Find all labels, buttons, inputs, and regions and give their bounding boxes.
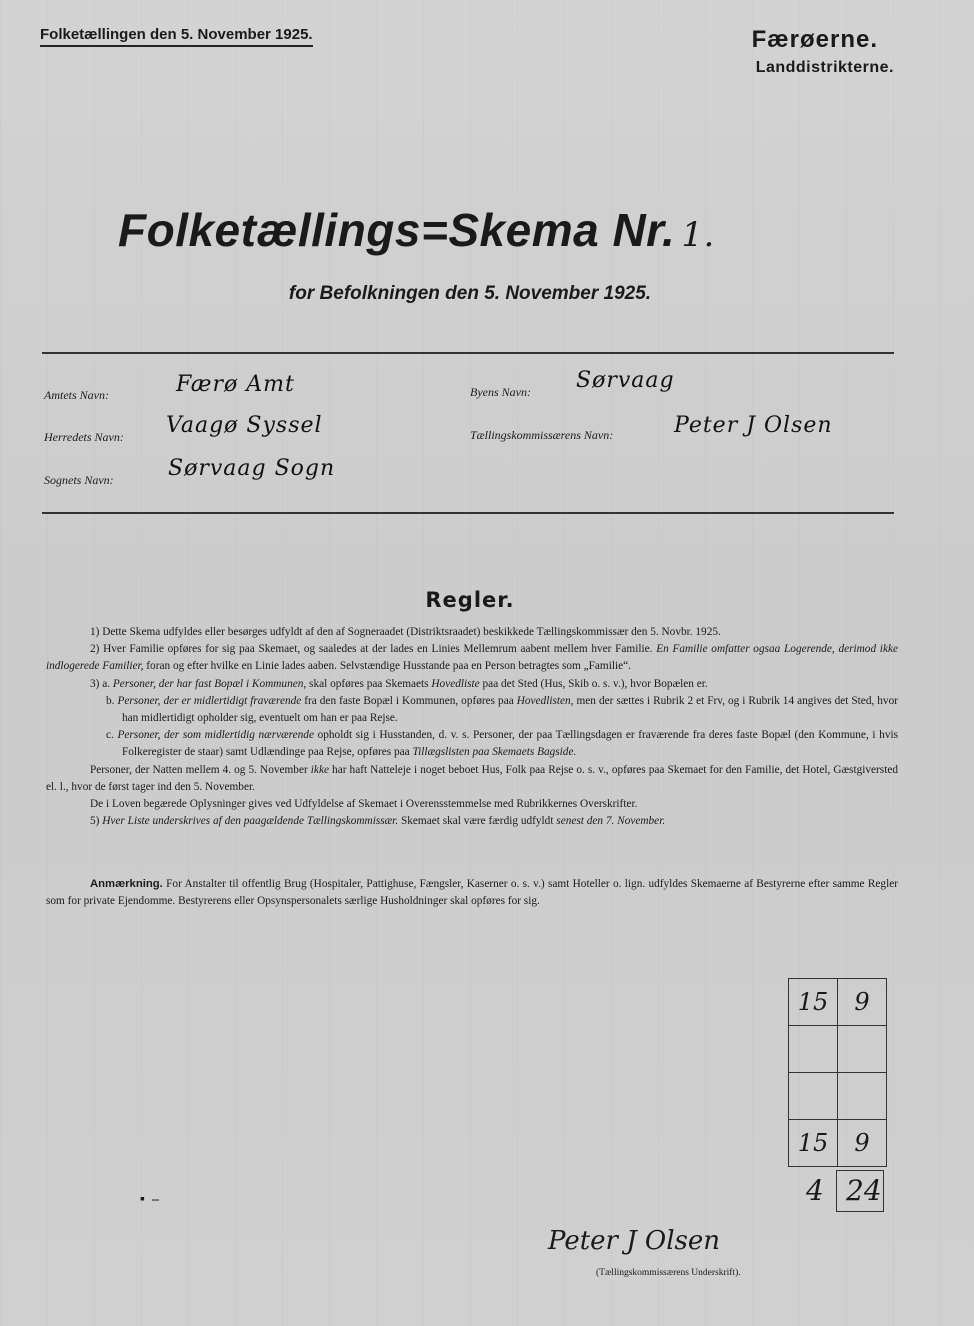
amt-value-handwritten: Færø Amt xyxy=(176,372,295,397)
tally-cell xyxy=(838,1073,887,1120)
total-persons: 4 xyxy=(806,1174,824,1207)
note-text: For Anstalter til offentlig Brug (Hospitaler, Pattighuse, Fængsler, Kaserner o. s. v.) samt Hoteller o. lign. udfyldes Skemaerne af Bestyrerne efter samme Regler som for private Ejendomme. Bestyrerens eller Opsynspersonalets særlige Husholdninger skal opføres for sig. xyxy=(46,878,898,908)
form-title-text: Folketællings=Skema Nr. xyxy=(118,204,676,256)
region-title: Færøerne. xyxy=(751,26,878,53)
rules-heading: Regler. xyxy=(425,588,515,612)
herred-label: Herredets Navn: xyxy=(44,430,124,444)
by-label: Byens Navn: xyxy=(470,385,531,399)
tally-row xyxy=(789,1073,887,1120)
rule-5: 5) Hver Liste underskrives af den paagældende Tællingskommissær. Skemaet skal være færdig udfyldt senest den 7. November. xyxy=(90,815,666,828)
census-date-header: Folketællingen den 5. November 1925. xyxy=(40,26,313,47)
tally-row xyxy=(789,1026,887,1073)
rule-3c: c. Personer, der som midlertidig nærværende opholdt sig i Husstanden, d. v. s. Personer, der paa Tællingsdagen er fraværende fra deres faste Bopæl (den Kommune, i hvis Folkeregister de staar) samt Udlændinge paa Rejse, opføres paa Tillægslisten paa Skemaets Bagside. xyxy=(106,729,899,759)
kommissaer-label: Tællingskommissærens Navn: xyxy=(470,428,614,442)
rule-3d: Personer, der Natten mellem 4. og 5. November ikke har haft Natteleje i noget beboet Hus, Folk paa Rejse o. s. v., opføres paa Skemaet for den Familie, det Hotel, Gæstgiversted el. l., hvor de først tager ind den 5. November. xyxy=(46,763,898,793)
rule-2: 2) Hver Familie opføres for sig paa Skemaet, og saaledes at der lades en Linies Mellemrum aabent mellem hver Familie. En Familie omfatter ogsaa Logerende, derimod ikke indlogerede Familier, foran og efter hvilke en Linie lades aaben. Selvstændige Husstande paa en Person betragtes som „Familie“. xyxy=(46,643,898,673)
tally-cell: 9 xyxy=(838,1120,887,1167)
kommissaer-value-handwritten: Peter J Olsen xyxy=(674,413,833,438)
tally-cell xyxy=(789,1026,838,1073)
divider-bottom xyxy=(42,512,894,514)
signature-caption: (Tællingskommissærens Underskrift). xyxy=(596,1268,741,1278)
total-count: 24 xyxy=(846,1174,882,1207)
form-number-handwritten: 1. xyxy=(681,215,715,255)
tally-row xyxy=(789,979,887,1026)
herred-value-handwritten: Vaagø Syssel xyxy=(166,413,323,438)
rule-1: 1) Dette Skema udfyldes eller besørges udfyldt af den af Sogneraadet (Distriktsraadet) beskikkede Tællingskommissær den 5. Novbr. 1925. xyxy=(90,626,721,638)
stray-marks: ▪ – xyxy=(140,1192,159,1207)
form-title xyxy=(118,203,715,257)
note-label: Anmærkning. xyxy=(90,878,163,890)
tally-cell xyxy=(789,1073,838,1120)
tally-cell: 15 xyxy=(789,1120,838,1167)
tally-cell: 15 xyxy=(789,979,838,1026)
rule-3b: b. Personer, der er midlertidigt fraværende fra den faste Bopæl i Kommunen, opføres paa Hovedlisten, men der sættes i Rubrik 2 et Frv, og i Rubrik 14 angives det Sted, hvor han midlertidigt opholder sig, eventuelt om han er paa Rejse. xyxy=(106,694,898,725)
tally-cell: 9 xyxy=(838,979,887,1026)
note-paragraph xyxy=(46,876,898,910)
district-subtitle: Landdistrikterne. xyxy=(755,59,894,76)
signature-handwritten: Peter J Olsen xyxy=(548,1226,721,1256)
amt-label: Amtets Navn: xyxy=(44,388,109,402)
rules-list xyxy=(46,624,898,830)
sogn-value-handwritten: Sørvaag Sogn xyxy=(168,456,336,481)
tally-cell xyxy=(838,1026,887,1073)
by-value-handwritten: Sørvaag xyxy=(576,368,675,393)
rule-4: De i Loven begærede Oplysninger gives ved Udfyldelse af Skemaet i Overensstemmelse med Rubrikkernes Overskrifter. xyxy=(90,798,638,811)
rule-3a: 3) a. Personer, der har fast Bopæl i Kommunen, skal opføres paa Skemaets Hovedliste paa det Sted (Hus, Skib o. s. v.), hvor Bopælen er. xyxy=(90,677,708,690)
sogn-label: Sognets Navn: xyxy=(44,473,114,487)
form-subtitle: for Befolkningen den 5. November 1925. xyxy=(288,283,652,304)
divider-top xyxy=(42,352,894,354)
tally-row xyxy=(789,1120,887,1167)
tally-table xyxy=(788,978,887,1167)
